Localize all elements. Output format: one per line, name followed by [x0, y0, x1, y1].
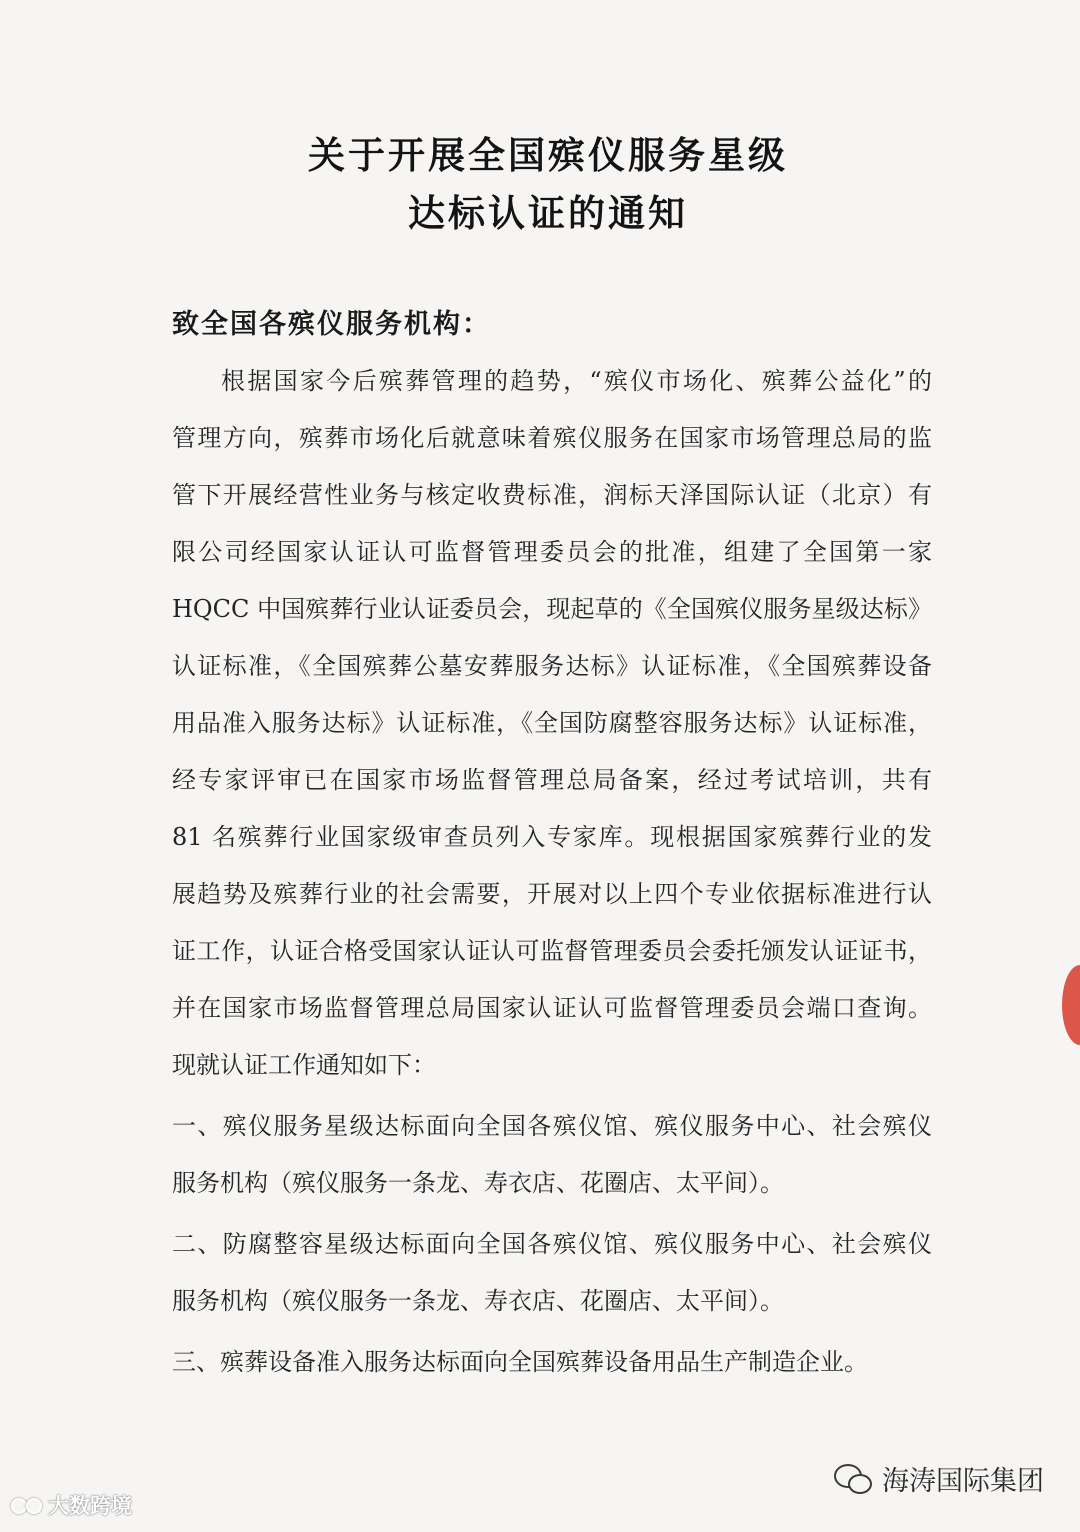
body-line: 81 名殡葬行业国家级审查员列入专家库。现根据国家殡葬行业的发	[172, 823, 932, 851]
salutation: 致全国各殡仪服务机构：	[172, 309, 491, 340]
document-title-line-1: 关于开展全国殡仪服务星级	[308, 133, 788, 177]
body-line: 现就认证工作通知如下：	[172, 1051, 436, 1079]
body-line: 管下开展经营性业务与核定收费标准，润标天泽国际认证（北京）有	[172, 481, 932, 509]
body-line: 认证标准，《全国殡葬公墓安葬服务达标》认证标准，《全国殡葬设备	[172, 652, 932, 680]
red-seal-stamp	[1062, 965, 1080, 1045]
body-line: 并在国家市场监督管理总局国家认证认可监督管理委员会端口查询。	[172, 994, 932, 1022]
double-ring-logo-icon	[10, 1496, 44, 1514]
body-line: 限公司经国家认证认可监督管理委员会的批准，组建了全国第一家	[172, 538, 932, 566]
watermark-right-text: 海涛国际集团	[882, 1466, 1044, 1497]
list-item-1-line-2: 服务机构（殡仪服务一条龙、寿衣店、花圈店、太平间）。	[172, 1169, 784, 1197]
body-line: 根据国家今后殡葬管理的趋势，“殡仪市场化、殡葬公益化”的	[221, 367, 932, 395]
list-item-1-line-1: 一、殡仪服务星级达标面向全国各殡仪馆、殡仪服务中心、社会殡仪	[172, 1112, 932, 1140]
list-item-3: 三、殡葬设备准入服务达标面向全国殡葬设备用品生产制造企业。	[172, 1348, 868, 1376]
body-line: 证工作，认证合格受国家认证认可监督管理委员会委托颁发认证证书，	[172, 937, 932, 965]
body-line: 管理方向，殡葬市场化后就意味着殡仪服务在国家市场管理总局的监	[172, 424, 932, 452]
list-item-2-line-2: 服务机构（殡仪服务一条龙、寿衣店、花圈店、太平间）。	[172, 1287, 784, 1315]
watermark-left-text: 大数跨境	[48, 1494, 132, 1518]
watermark-left	[10, 1490, 132, 1520]
body-line: 用品准入服务达标》认证标准，《全国防腐整容服务达标》认证标准，	[172, 709, 932, 737]
body-line: HQCC 中国殡葬行业认证委员会，现起草的《全国殡仪服务星级达标》	[172, 595, 932, 623]
wechat-icon	[834, 1464, 872, 1494]
document-title-line-2: 达标认证的通知	[408, 191, 688, 235]
body-line: 展趋势及殡葬行业的社会需要，开展对以上四个专业依据标准进行认	[172, 880, 932, 908]
watermark-right	[834, 1459, 1044, 1498]
body-line: 经专家评审已在国家市场监督管理总局备案，经过考试培训，共有	[172, 766, 932, 794]
list-item-2-line-1: 二、防腐整容星级达标面向全国各殡仪馆、殡仪服务中心、社会殡仪	[172, 1230, 932, 1258]
